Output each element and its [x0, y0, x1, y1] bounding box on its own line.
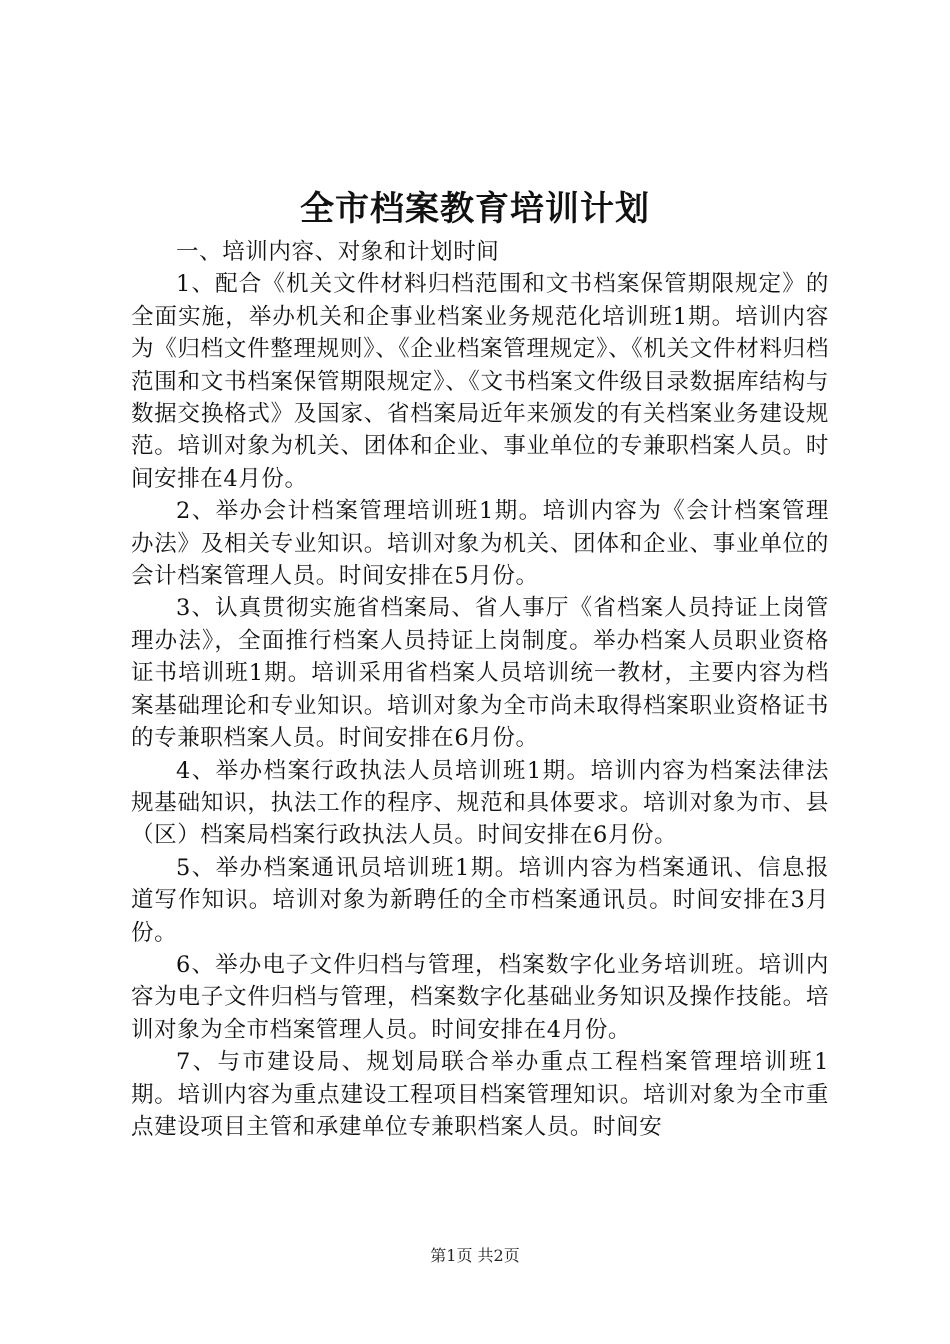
- paragraph-item-6: 6、举办电子文件归档与管理，档案数字化业务培训班。培训内容为电子文件归档与管理，档案数字化基础业务知识及操作技能。培训对象为全市档案管理人员。时间安排在4月份。: [131, 951, 829, 1043]
- paragraph-item-5: 5、举办档案通讯员培训班1期。培训内容为档案通讯、信息报道写作知识。培训对象为新聘任的全市档案通讯员。时间安排在3月份。: [131, 854, 829, 946]
- page-footer: 第1页 共2页: [430, 1246, 520, 1265]
- document-title: 全市档案教育培训计划: [300, 189, 650, 229]
- document-body: [131, 236, 829, 1143]
- paragraph-item-4: 4、举办档案行政执法人员培训班1期。培训内容为档案法律法规基础知识，执法工作的程序、规范和具体要求。培训对象为市、县（区）档案局档案行政执法人员。时间安排在6月份。: [131, 757, 829, 849]
- section-heading: 一、培训内容、对象和计划时间: [176, 239, 500, 265]
- paragraph-item-7: 7、与市建设局、规划局联合举办重点工程档案管理培训班1期。培训内容为重点建设工程项目档案管理知识。培训对象为全市重点建设项目主管和承建单位专兼职档案人员。时间安: [131, 1049, 829, 1140]
- paragraph-item-3: 3、认真贯彻实施省档案局、省人事厅《省档案人员持证上岗管理办法》，全面推行档案人员持证上岗制度。举办档案人员职业资格证书培训班1期。培训采用省档案人员培训统一教材，主要内容为档案基础理论和专业知识。培训对象为全市尚未取得档案职业资格证书的专兼职档案人员。时间安排在6月份。: [131, 595, 829, 752]
- paragraph-item-1: 1、配合《机关文件材料归档范围和文书档案保管期限规定》的全面实施，举办机关和企事业档案业务规范化培训班1期。培训内容为《归档文件整理规则》、《企业档案管理规定》、《机关文件材料归档范围和文书档案保管期限规定》、《文书档案文件级目录数据库结构与数据交换格式》及国家、省档案局近年来颁发的有关档案业务建设规范。培训对象为机关、团体和企业、事业单位的专兼职档案人员。时间安排在4月份。: [131, 271, 829, 492]
- paragraph-item-2: 2、举办会计档案管理培训班1期。培训内容为《会计档案管理办法》及相关专业知识。培训对象为机关、团体和企业、事业单位的会计档案管理人员。时间安排在5月份。: [131, 498, 829, 590]
